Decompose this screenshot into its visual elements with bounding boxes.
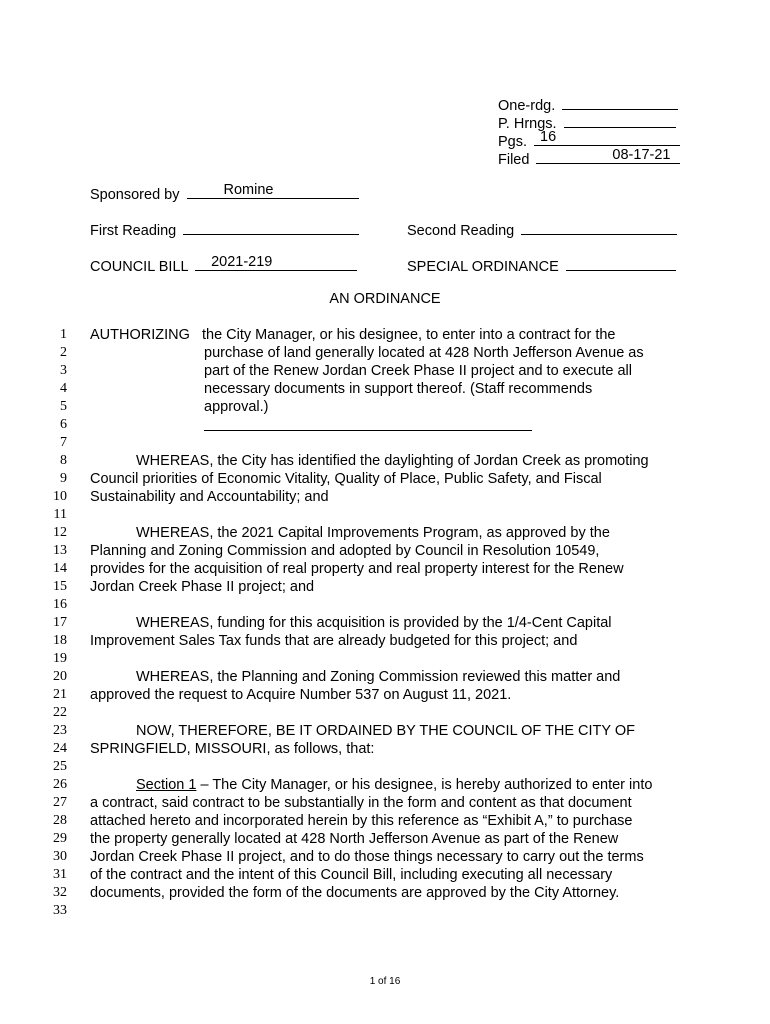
first-reading-label: First Reading: [90, 223, 177, 239]
section-1-line-6: of the contract and the intent of this Council Bill, including executing all necessary: [90, 867, 613, 883]
line-number: 5: [60, 399, 67, 414]
filed-field: [536, 148, 680, 164]
sponsor-row: [90, 183, 359, 204]
now-therefore-line-1: NOW, THEREFORE, BE IT ORDAINED BY THE COUNCIL OF THE CITY OF: [136, 723, 635, 739]
line-number: 12: [53, 525, 67, 540]
section-1-line-7: documents, provided the form of the documents are approved by the City Attorney.: [90, 885, 620, 901]
section-1-line-1: [136, 776, 652, 794]
whereas-1-line-2: Council priorities of Economic Vitality, Quality of Place, Public Safety, and Fiscal: [90, 471, 602, 487]
first-reading-row: [90, 219, 359, 240]
line-number: 31: [53, 867, 67, 882]
page-footer: 1 of 16: [369, 976, 401, 987]
authorizing-line-3: part of the Renew Jordan Creek Phase II project and to execute all: [204, 363, 632, 379]
whereas-4-line-1: WHEREAS, the Planning and Zoning Commission reviewed this matter and: [136, 669, 621, 685]
line-number: 7: [60, 435, 67, 450]
line-number: 32: [53, 885, 67, 900]
line-number: 29: [53, 831, 67, 846]
now-therefore-line-2: SPRINGFIELD, MISSOURI, as follows, that:: [90, 741, 375, 757]
line-number: 19: [53, 651, 67, 666]
line-number: 11: [53, 507, 67, 522]
line-number: 33: [53, 903, 67, 918]
section-1-line-5: Jordan Creek Phase II project, and to do those things necessary to carry out the terms: [90, 849, 644, 865]
ordinance-title: AN ORDINANCE: [329, 291, 441, 307]
whereas-2-line-4: Jordan Creek Phase II project; and: [90, 579, 315, 595]
section-1-line-2: a contract, said contract to be substantially in the form and content as that document: [90, 795, 632, 811]
sponsor-field: [187, 183, 359, 199]
line-number: 15: [53, 579, 67, 594]
second-reading-row: [407, 219, 677, 240]
line-number: 27: [53, 795, 67, 810]
line-number: 26: [53, 777, 67, 792]
line-number: 10: [53, 489, 67, 504]
pgs-label: Pgs.: [498, 134, 528, 150]
signature-rule: [204, 430, 532, 431]
second-reading-label: Second Reading: [407, 223, 515, 239]
line-number: 25: [53, 759, 67, 774]
line-number: 18: [53, 633, 67, 648]
section-1-heading: Section 1: [136, 777, 197, 793]
line-number: 17: [53, 615, 67, 630]
line-number: 16: [53, 597, 67, 612]
line-number: 1: [60, 327, 67, 342]
section-1-line-4: the property generally located at 428 North Jefferson Avenue as part of the Renew: [90, 831, 619, 847]
line-number: 28: [53, 813, 67, 828]
line-number: 22: [53, 705, 67, 720]
authorizing-line-1: the City Manager, or his designee, to enter into a contract for the: [202, 327, 616, 343]
authorizing-line-2: purchase of land generally located at 428 North Jefferson Avenue as: [204, 345, 644, 361]
filed-row: [498, 148, 680, 166]
council-bill-row: [90, 255, 357, 276]
council-bill-value: 2021-219: [211, 254, 273, 270]
p-hrngs-field: [564, 112, 676, 128]
authorizing-label: AUTHORIZING: [90, 327, 190, 343]
whereas-2-line-2: Planning and Zoning Commission and adopted by Council in Resolution 10549,: [90, 543, 600, 559]
whereas-2-line-3: provides for the acquisition of real property and real property interest for the Renew: [90, 561, 624, 577]
line-number: 6: [60, 417, 67, 432]
line-number: 20: [53, 669, 67, 684]
special-ordinance-row: [407, 255, 676, 276]
special-ordinance-field: [566, 255, 676, 271]
line-number: 3: [60, 363, 67, 378]
whereas-3-line-1: WHEREAS, funding for this acquisition is provided by the 1/4-Cent Capital: [136, 615, 612, 631]
sponsor-value: Romine: [223, 182, 274, 198]
line-number: 23: [53, 723, 67, 738]
line-number: 13: [53, 543, 67, 558]
section-1-line-3: attached hereto and incorporated herein by this reference as “Exhibit A,” to purchase: [90, 813, 633, 829]
sponsor-label: Sponsored by: [90, 187, 180, 203]
pgs-field: [534, 130, 680, 146]
one-rdg-row: [498, 94, 680, 112]
one-rdg-label: One-rdg.: [498, 98, 556, 114]
authorizing-line-4: necessary documents in support thereof. (Staff recommends: [204, 381, 593, 397]
one-rdg-field: [562, 94, 678, 110]
line-number: 9: [60, 471, 67, 486]
line-number: 30: [53, 849, 67, 864]
line-number: 2: [60, 345, 67, 360]
filed-label: Filed: [498, 152, 530, 168]
special-ordinance-label: SPECIAL ORDINANCE: [407, 259, 559, 275]
filed-value: 08-17-21: [612, 147, 671, 163]
authorizing-line-5: approval.): [204, 399, 269, 415]
section-1-first-rest: – The City Manager, or his designee, is hereby authorized to enter into: [196, 777, 653, 793]
line-number: 21: [53, 687, 67, 702]
second-reading-field: [521, 219, 677, 235]
whereas-3-line-2: Improvement Sales Tax funds that are already budgeted for this project; and: [90, 633, 578, 649]
whereas-2-line-1: WHEREAS, the 2021 Capital Improvements Program, as approved by the: [136, 525, 610, 541]
header-box: [498, 94, 680, 166]
pgs-value: 16: [540, 129, 557, 145]
whereas-4-line-2: approved the request to Acquire Number 537 on August 11, 2021.: [90, 687, 512, 703]
line-number: 24: [53, 741, 67, 756]
whereas-1-line-1: WHEREAS, the City has identified the daylighting of Jordan Creek as promoting: [136, 453, 649, 469]
line-number: 8: [60, 453, 67, 468]
council-bill-label: COUNCIL BILL: [90, 259, 189, 275]
whereas-1-line-3: Sustainability and Accountability; and: [90, 489, 329, 505]
line-number: 14: [53, 561, 67, 576]
line-number: 4: [60, 381, 67, 396]
p-hrngs-label: P. Hrngs.: [498, 116, 557, 132]
council-bill-field: [195, 255, 357, 271]
first-reading-field: [183, 219, 359, 235]
